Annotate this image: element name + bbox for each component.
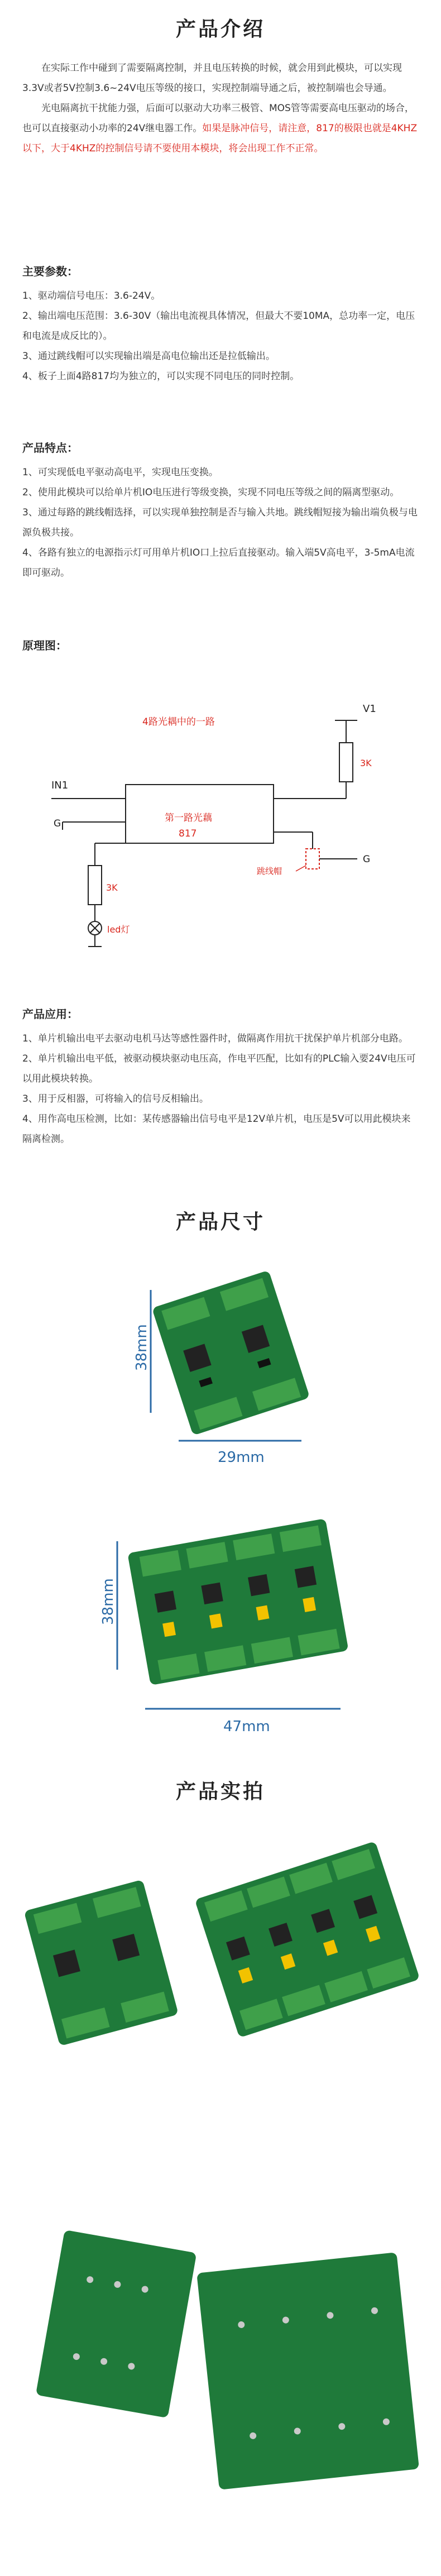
param-item: 3、通过跳线帽可以实现输出端是高电位输出还是拉低输出。: [22, 351, 275, 362]
params-title: 主要参数：: [22, 265, 78, 278]
application-item: 2、单片机输出电平低，被驱动模块驱动电压高，作电平匹配，比如有的PLC输入要24V电压可以用此模块转换。: [22, 1053, 416, 1084]
large-height-label: 38mm: [100, 1578, 117, 1625]
photo-large-board-back: [196, 2252, 419, 2489]
feature-item: 4、各路有独立的电源指示灯可用单片机IO口上拉后直接驱动。输入端5V高电平，3-5mA电流即可驱动。: [22, 547, 415, 579]
application-item: 3、用于反相器，可将输入的信号反相输出。: [22, 1093, 209, 1105]
section-title-size: 产品尺寸: [175, 1211, 265, 1234]
param-item: 4、板子上面4路817均为独立的，可以实现不同电压的同时控制。: [22, 371, 300, 382]
feature-item: 1、可实现低电平驱动高电平，实现电压变换。: [22, 467, 218, 478]
resistor-top-label: 3K: [360, 758, 372, 768]
jumper-cap: [306, 849, 319, 869]
led-label: led灯: [107, 924, 130, 935]
chip-label: 第一路光藕: [165, 813, 212, 824]
resistor-bottom: [88, 866, 102, 905]
jumper-cap: [209, 1613, 223, 1628]
resistor-bottom-label: 3K: [106, 882, 118, 893]
application-item: 4、用作高电压检测，比如：某传感器输出信号电平是12V单片机，电压是5V可以用此模块来隔离检测。: [22, 1113, 411, 1145]
jumper-label: 跳线帽: [257, 866, 282, 876]
ground-right-label: G: [363, 854, 371, 865]
intro-text: [22, 58, 420, 159]
ground-left-label: G: [54, 818, 61, 829]
photo-small-board-front: [24, 1880, 179, 2046]
optocoupler-chip: [295, 1566, 317, 1588]
schematic-caption: 4路光耦中的一路: [142, 716, 215, 728]
schematic-diagram: [0, 659, 441, 972]
applications-list: [22, 1029, 420, 1149]
param-item: 2、输出端电压范围：3.6-30V（输出电流视具体情况，但最大不要10MA，总功率一定，电压和电流是成反比的）。: [22, 310, 415, 342]
jumper-cap: [162, 1622, 176, 1637]
features-title: 产品特点：: [22, 441, 78, 455]
params-list: [22, 286, 420, 386]
photo-large-board-front: [195, 1841, 420, 2038]
jumper-cap: [256, 1605, 270, 1621]
large-board-dimension-figure: [84, 1502, 380, 1748]
section-title-intro: 产品介绍: [175, 18, 265, 41]
optocoupler-chip: [248, 1574, 270, 1596]
optocoupler-chip: [155, 1590, 176, 1612]
intro-paragraph-2: [22, 98, 420, 159]
feature-item: 2、使用此模块可以给单片机IO电压进行等级变换，实现不同电压等级之间的隔离型驱动。: [22, 487, 400, 498]
large-width-label: 47mm: [223, 1718, 270, 1735]
param-item: 1、驱动端信号电压：3.6-24V。: [22, 290, 161, 302]
schematic-title: 原理图：: [22, 639, 67, 652]
chip-model: 817: [179, 828, 197, 839]
application-item: 1、单片机输出电平去驱动电机马达等感性器件时，做隔离作用抗干扰保护单片机部分电路。: [22, 1033, 408, 1044]
jumper-cap: [303, 1597, 316, 1612]
pulse-warning-text: 如果是脉冲信号，请注意，817的极限也就是4KHZ以下，大于4KHZ的控制信号请不要使用本模块，将会出现工作不正常。: [22, 123, 418, 154]
small-width-label: 29mm: [218, 1449, 265, 1466]
small-height-label: 38mm: [133, 1324, 150, 1371]
applications-title: 产品应用：: [22, 1007, 78, 1021]
v1-label: V1: [363, 703, 376, 715]
in1-label: IN1: [51, 780, 69, 791]
section-title-photo: 产品实拍: [175, 1780, 265, 1803]
small-board-dimension-figure: [117, 1256, 352, 1491]
features-list: [22, 462, 420, 583]
feature-item: 3、通过每路的跳线帽选择，可以实现单独控制是否与输入共地。跳线帽短接为输出端负极与电源负极共接。: [22, 507, 418, 538]
jumper-pointer: [296, 866, 306, 871]
optocoupler-chip: [201, 1583, 223, 1604]
intro-normal-text: 光电隔离抗干扰能力强，后面可以驱动大功率三极管、MOS管等需要高电压驱动的场合，也可以直接驱动小功率的24V继电器工作。: [22, 103, 414, 134]
photo-small-board-back: [36, 2230, 196, 2418]
resistor-top: [339, 743, 353, 782]
intro-paragraph-1: 在实际工作中碰到了需要隔离控制，并且电压转换的时候，就会用到此模块，可以实现3.3V或者5V控制3.6~24V电压等级的接口，实现控制端导通之后，被控制端也会导通。: [22, 63, 402, 94]
product-photo-collage: [0, 1826, 441, 2574]
